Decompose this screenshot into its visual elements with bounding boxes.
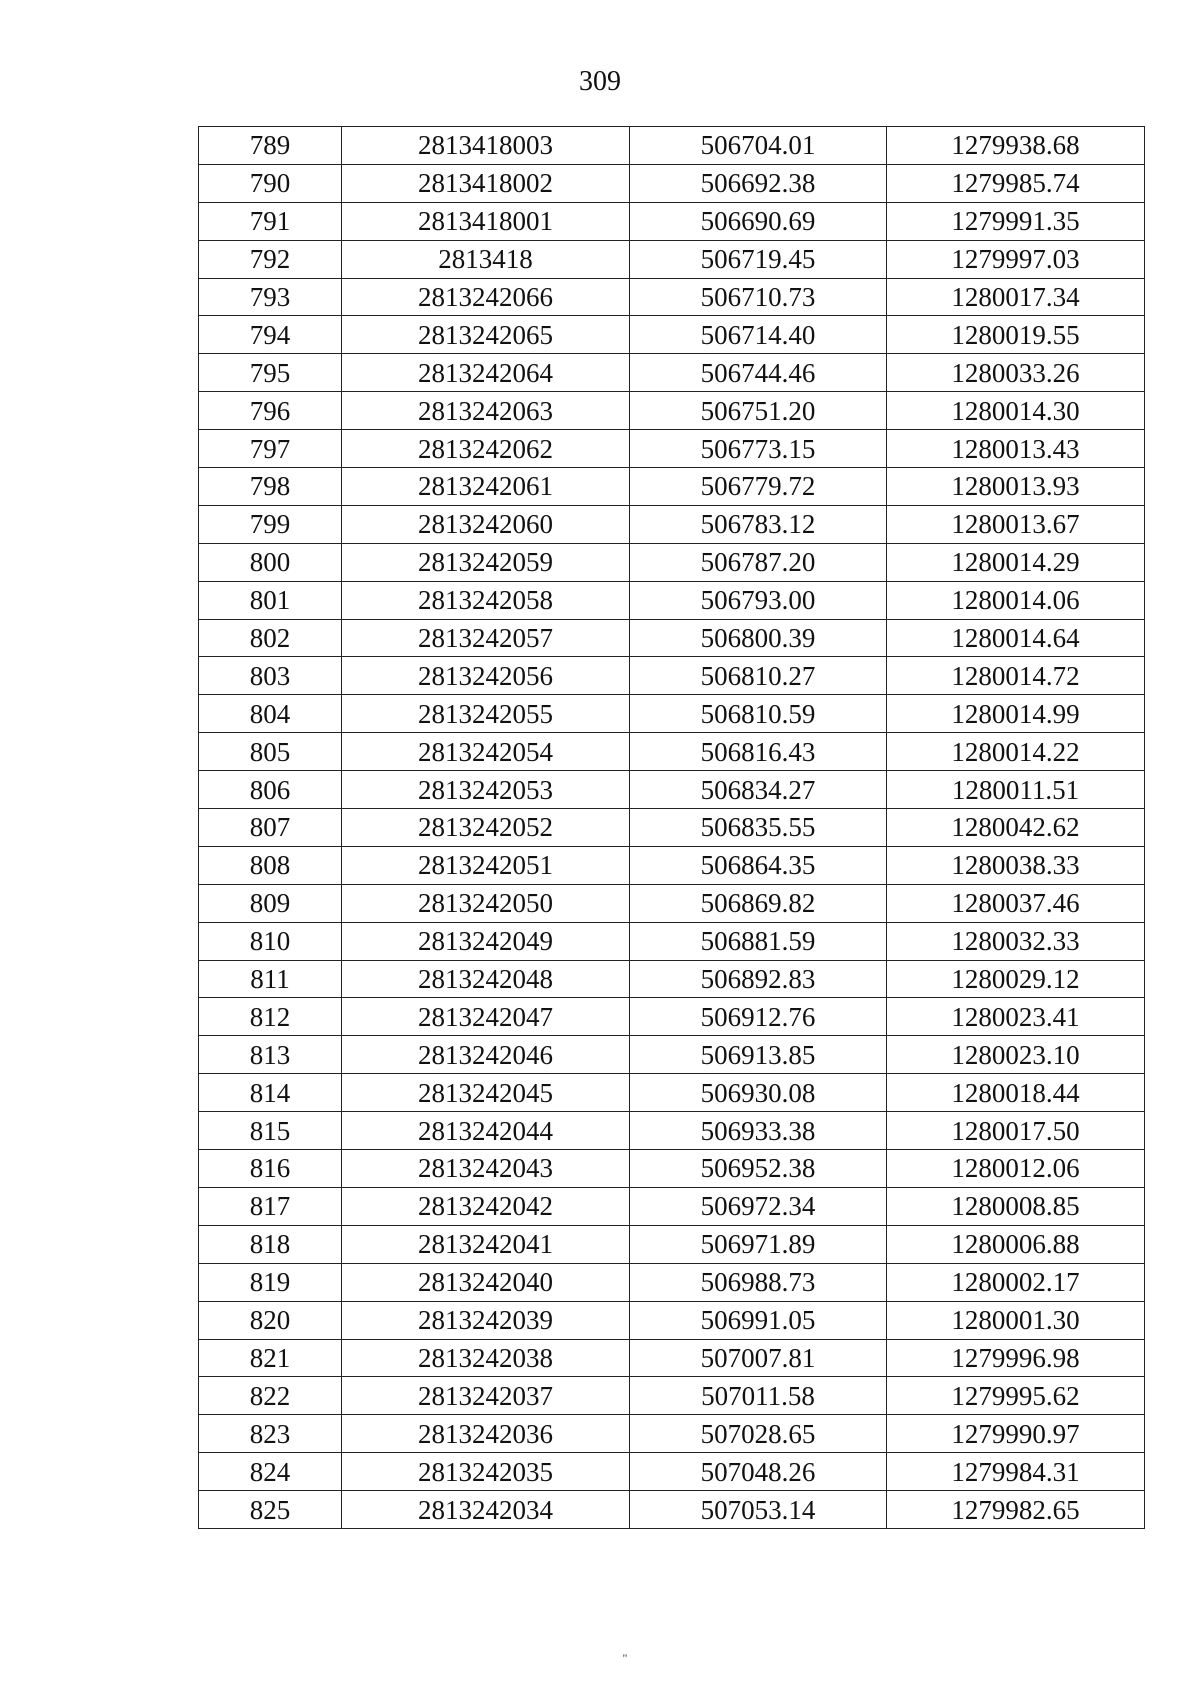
point-code-cell: 2813242039	[342, 1301, 630, 1339]
x-coordinate-cell: 506988.73	[630, 1263, 887, 1301]
x-coordinate-cell: 506773.15	[630, 430, 887, 468]
table-row	[199, 505, 1145, 543]
x-coordinate-cell: 506816.43	[630, 733, 887, 771]
table-row	[199, 657, 1145, 695]
point-code-cell: 2813242059	[342, 543, 630, 581]
point-number-cell: 795	[199, 354, 342, 392]
y-coordinate-cell: 1280038.33	[887, 846, 1145, 884]
x-coordinate-cell: 506834.27	[630, 771, 887, 809]
point-number-cell: 823	[199, 1415, 342, 1453]
table-row	[199, 998, 1145, 1036]
point-code-cell: 2813242053	[342, 771, 630, 809]
y-coordinate-cell: 1280014.99	[887, 695, 1145, 733]
point-number-cell: 818	[199, 1225, 342, 1263]
y-coordinate-cell: 1279996.98	[887, 1339, 1145, 1377]
table-row	[199, 809, 1145, 847]
table-row	[199, 846, 1145, 884]
x-coordinate-cell: 506719.45	[630, 240, 887, 278]
point-number-cell: 813	[199, 1036, 342, 1074]
point-code-cell: 2813418002	[342, 164, 630, 202]
y-coordinate-cell: 1280014.30	[887, 392, 1145, 430]
table-row	[199, 316, 1145, 354]
y-coordinate-cell: 1280002.17	[887, 1263, 1145, 1301]
point-code-cell: 2813242048	[342, 960, 630, 998]
point-code-cell: 2813242054	[342, 733, 630, 771]
point-number-cell: 819	[199, 1263, 342, 1301]
y-coordinate-cell: 1280014.22	[887, 733, 1145, 771]
x-coordinate-cell: 506913.85	[630, 1036, 887, 1074]
x-coordinate-cell: 506881.59	[630, 922, 887, 960]
point-number-cell: 824	[199, 1453, 342, 1491]
point-number-cell: 808	[199, 846, 342, 884]
point-code-cell: 2813242066	[342, 278, 630, 316]
coordinate-table-body	[199, 127, 1145, 1529]
x-coordinate-cell: 506800.39	[630, 619, 887, 657]
x-coordinate-cell: 506930.08	[630, 1074, 887, 1112]
point-code-cell: 2813242051	[342, 846, 630, 884]
point-code-cell: 2813242044	[342, 1112, 630, 1150]
y-coordinate-cell: 1279984.31	[887, 1453, 1145, 1491]
table-row	[199, 1112, 1145, 1150]
point-number-cell: 820	[199, 1301, 342, 1339]
point-code-cell: 2813242062	[342, 430, 630, 468]
y-coordinate-cell: 1279938.68	[887, 127, 1145, 165]
point-code-cell: 2813242047	[342, 998, 630, 1036]
x-coordinate-cell: 506912.76	[630, 998, 887, 1036]
y-coordinate-cell: 1280017.34	[887, 278, 1145, 316]
table-row	[199, 1074, 1145, 1112]
x-coordinate-cell: 506751.20	[630, 392, 887, 430]
y-coordinate-cell: 1280014.06	[887, 581, 1145, 619]
table-row	[199, 468, 1145, 506]
x-coordinate-cell: 506835.55	[630, 809, 887, 847]
y-coordinate-cell: 1280011.51	[887, 771, 1145, 809]
table-row	[199, 543, 1145, 581]
x-coordinate-cell: 506892.83	[630, 960, 887, 998]
point-number-cell: 817	[199, 1187, 342, 1225]
y-coordinate-cell: 1280006.88	[887, 1225, 1145, 1263]
y-coordinate-cell: 1280008.85	[887, 1187, 1145, 1225]
table-row	[199, 354, 1145, 392]
point-code-cell: 2813242046	[342, 1036, 630, 1074]
y-coordinate-cell: 1279985.74	[887, 164, 1145, 202]
point-code-cell: 2813242056	[342, 657, 630, 695]
table-row	[199, 771, 1145, 809]
y-coordinate-cell: 1280012.06	[887, 1150, 1145, 1188]
point-number-cell: 816	[199, 1150, 342, 1188]
x-coordinate-cell: 506690.69	[630, 202, 887, 240]
point-code-cell: 2813418003	[342, 127, 630, 165]
point-number-cell: 803	[199, 657, 342, 695]
point-number-cell: 805	[199, 733, 342, 771]
point-code-cell: 2813242040	[342, 1263, 630, 1301]
point-number-cell: 796	[199, 392, 342, 430]
y-coordinate-cell: 1280037.46	[887, 884, 1145, 922]
footer-mark: "	[622, 1651, 628, 1665]
point-code-cell: 2813242036	[342, 1415, 630, 1453]
point-code-cell: 2813242061	[342, 468, 630, 506]
point-number-cell: 825	[199, 1491, 342, 1529]
x-coordinate-cell: 507048.26	[630, 1453, 887, 1491]
x-coordinate-cell: 506710.73	[630, 278, 887, 316]
point-code-cell: 2813242065	[342, 316, 630, 354]
x-coordinate-cell: 506972.34	[630, 1187, 887, 1225]
y-coordinate-cell: 1280018.44	[887, 1074, 1145, 1112]
point-code-cell: 2813242042	[342, 1187, 630, 1225]
table-row	[199, 1036, 1145, 1074]
table-row	[199, 1415, 1145, 1453]
x-coordinate-cell: 506787.20	[630, 543, 887, 581]
point-code-cell: 2813242037	[342, 1377, 630, 1415]
point-number-cell: 793	[199, 278, 342, 316]
x-coordinate-cell: 506783.12	[630, 505, 887, 543]
point-number-cell: 789	[199, 127, 342, 165]
point-code-cell: 2813242064	[342, 354, 630, 392]
x-coordinate-cell: 506779.72	[630, 468, 887, 506]
table-row	[199, 1453, 1145, 1491]
table-row	[199, 164, 1145, 202]
point-code-cell: 2813242058	[342, 581, 630, 619]
x-coordinate-cell: 507011.58	[630, 1377, 887, 1415]
y-coordinate-cell: 1280014.29	[887, 543, 1145, 581]
point-number-cell: 797	[199, 430, 342, 468]
table-row	[199, 278, 1145, 316]
y-coordinate-cell: 1280001.30	[887, 1301, 1145, 1339]
y-coordinate-cell: 1280042.62	[887, 809, 1145, 847]
y-coordinate-cell: 1280019.55	[887, 316, 1145, 354]
point-code-cell: 2813418	[342, 240, 630, 278]
y-coordinate-cell: 1279991.35	[887, 202, 1145, 240]
point-code-cell: 2813242041	[342, 1225, 630, 1263]
table-row	[199, 240, 1145, 278]
point-number-cell: 822	[199, 1377, 342, 1415]
point-number-cell: 790	[199, 164, 342, 202]
table-row	[199, 1491, 1145, 1529]
table-row	[199, 884, 1145, 922]
y-coordinate-cell: 1280023.10	[887, 1036, 1145, 1074]
y-coordinate-cell: 1280032.33	[887, 922, 1145, 960]
table-row	[199, 1150, 1145, 1188]
point-code-cell: 2813242063	[342, 392, 630, 430]
x-coordinate-cell: 507007.81	[630, 1339, 887, 1377]
point-code-cell: 2813242055	[342, 695, 630, 733]
x-coordinate-cell: 507028.65	[630, 1415, 887, 1453]
table-row	[199, 922, 1145, 960]
point-number-cell: 811	[199, 960, 342, 998]
y-coordinate-cell: 1280023.41	[887, 998, 1145, 1036]
point-number-cell: 799	[199, 505, 342, 543]
y-coordinate-cell: 1280029.12	[887, 960, 1145, 998]
point-number-cell: 804	[199, 695, 342, 733]
coordinate-table	[198, 126, 1145, 1529]
point-number-cell: 810	[199, 922, 342, 960]
point-number-cell: 792	[199, 240, 342, 278]
point-code-cell: 2813242049	[342, 922, 630, 960]
x-coordinate-cell: 506810.27	[630, 657, 887, 695]
point-number-cell: 815	[199, 1112, 342, 1150]
x-coordinate-cell: 506991.05	[630, 1301, 887, 1339]
point-number-cell: 802	[199, 619, 342, 657]
point-number-cell: 791	[199, 202, 342, 240]
point-code-cell: 2813242060	[342, 505, 630, 543]
x-coordinate-cell: 506869.82	[630, 884, 887, 922]
point-code-cell: 2813242045	[342, 1074, 630, 1112]
point-code-cell: 2813242050	[342, 884, 630, 922]
point-number-cell: 798	[199, 468, 342, 506]
point-code-cell: 2813242035	[342, 1453, 630, 1491]
point-number-cell: 800	[199, 543, 342, 581]
point-number-cell: 812	[199, 998, 342, 1036]
x-coordinate-cell: 506744.46	[630, 354, 887, 392]
x-coordinate-cell: 506864.35	[630, 846, 887, 884]
x-coordinate-cell: 506692.38	[630, 164, 887, 202]
x-coordinate-cell: 506810.59	[630, 695, 887, 733]
point-code-cell: 2813242057	[342, 619, 630, 657]
y-coordinate-cell: 1279995.62	[887, 1377, 1145, 1415]
y-coordinate-cell: 1280013.93	[887, 468, 1145, 506]
y-coordinate-cell: 1279990.97	[887, 1415, 1145, 1453]
table-row	[199, 733, 1145, 771]
table-row	[199, 202, 1145, 240]
point-code-cell: 2813242043	[342, 1150, 630, 1188]
y-coordinate-cell: 1279997.03	[887, 240, 1145, 278]
table-row	[199, 1187, 1145, 1225]
point-number-cell: 821	[199, 1339, 342, 1377]
table-row	[199, 430, 1145, 468]
point-code-cell: 2813242052	[342, 809, 630, 847]
point-number-cell: 794	[199, 316, 342, 354]
table-row	[199, 1225, 1145, 1263]
table-row	[199, 960, 1145, 998]
point-number-cell: 801	[199, 581, 342, 619]
point-code-cell: 2813242038	[342, 1339, 630, 1377]
x-coordinate-cell: 506793.00	[630, 581, 887, 619]
table-row	[199, 619, 1145, 657]
table-row	[199, 127, 1145, 165]
table-row	[199, 1377, 1145, 1415]
point-code-cell: 2813242034	[342, 1491, 630, 1529]
y-coordinate-cell: 1279982.65	[887, 1491, 1145, 1529]
y-coordinate-cell: 1280013.67	[887, 505, 1145, 543]
y-coordinate-cell: 1280014.64	[887, 619, 1145, 657]
point-number-cell: 814	[199, 1074, 342, 1112]
table-row	[199, 581, 1145, 619]
x-coordinate-cell: 506971.89	[630, 1225, 887, 1263]
y-coordinate-cell: 1280013.43	[887, 430, 1145, 468]
table-row	[199, 695, 1145, 733]
x-coordinate-cell: 506704.01	[630, 127, 887, 165]
page-number: 309	[579, 66, 621, 97]
x-coordinate-cell: 506714.40	[630, 316, 887, 354]
x-coordinate-cell: 506952.38	[630, 1150, 887, 1188]
point-code-cell: 2813418001	[342, 202, 630, 240]
table-row	[199, 1301, 1145, 1339]
y-coordinate-cell: 1280017.50	[887, 1112, 1145, 1150]
x-coordinate-cell: 506933.38	[630, 1112, 887, 1150]
y-coordinate-cell: 1280033.26	[887, 354, 1145, 392]
point-number-cell: 807	[199, 809, 342, 847]
x-coordinate-cell: 507053.14	[630, 1491, 887, 1529]
table-row	[199, 1263, 1145, 1301]
point-number-cell: 806	[199, 771, 342, 809]
table-row	[199, 392, 1145, 430]
table-row	[199, 1339, 1145, 1377]
point-number-cell: 809	[199, 884, 342, 922]
y-coordinate-cell: 1280014.72	[887, 657, 1145, 695]
